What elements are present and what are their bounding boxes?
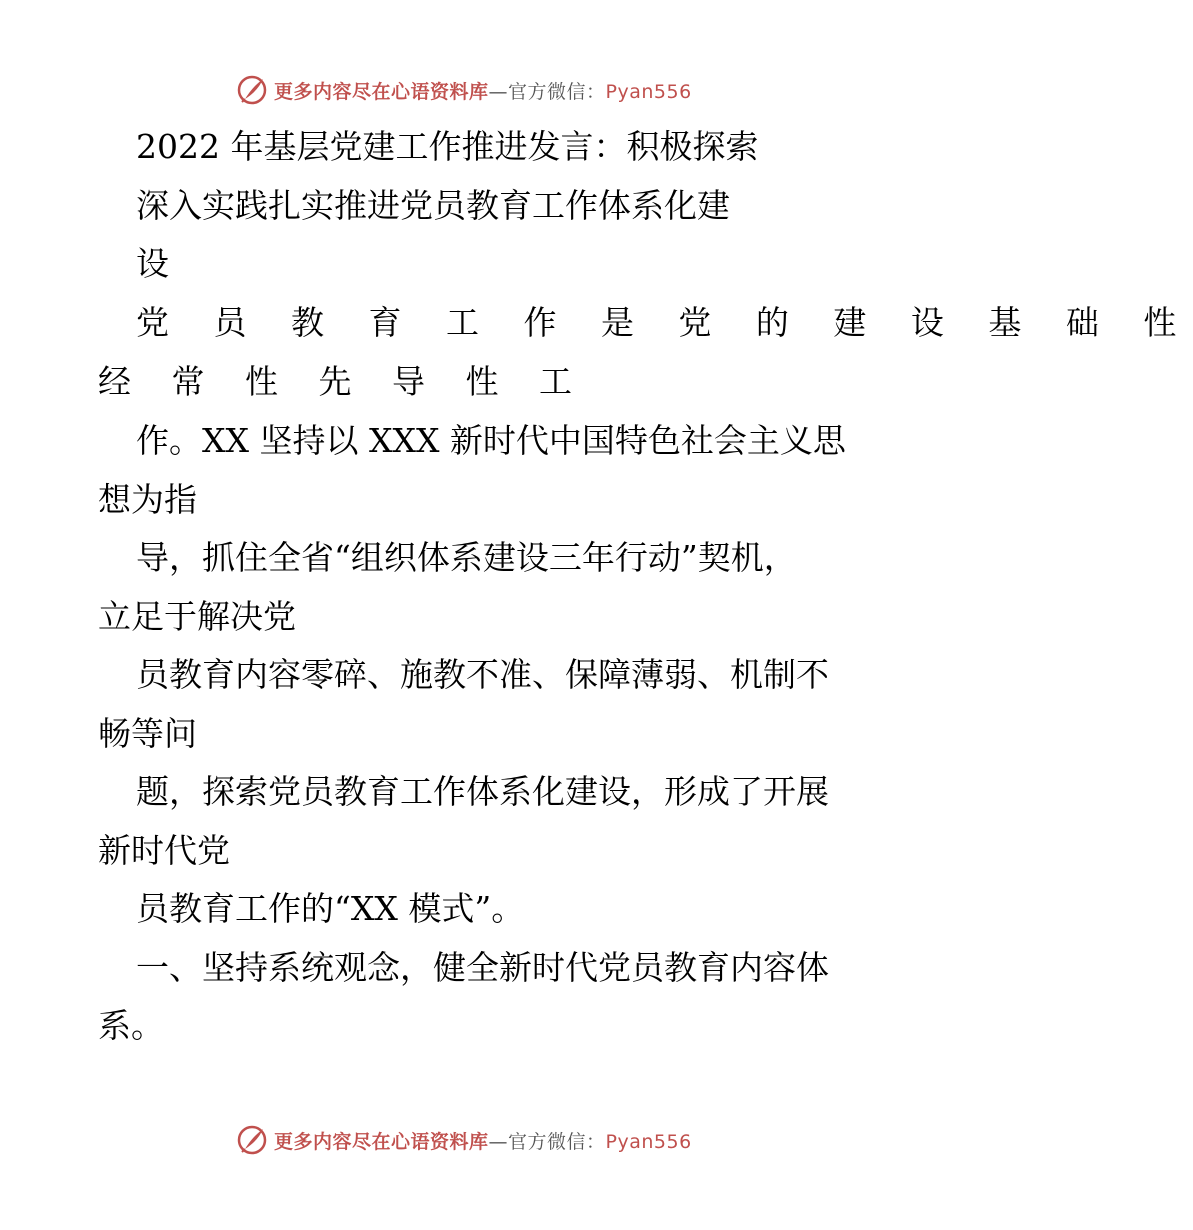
banner-separator: —	[488, 80, 509, 103]
body-line-11: 员教育工作的“XX 模式”。	[136, 889, 525, 928]
document-title-line-3: 设	[136, 244, 169, 283]
feather-pen-logo-icon	[236, 1124, 268, 1156]
body-line-5: 导，抓住全省“组织体系建设三年行动”契机，	[136, 538, 797, 577]
document-title-line-2: 深入实践扎实推进党员教育工作体系化建	[136, 186, 730, 225]
banner-slogan: 更多内容尽在心语资料库	[274, 1130, 489, 1153]
body-line-8: 畅等问	[98, 714, 197, 753]
body-line-13: 系。	[98, 1006, 164, 1045]
banner-wechat-id: Pyan556	[605, 1130, 692, 1153]
body-line-10: 新时代党	[98, 831, 230, 870]
body-line-2: 经 常 性 先 导 性 工	[98, 362, 587, 401]
body-line-1: 党 员 教 育 工 作 是 党 的 建 设 基 础 性	[136, 303, 1193, 342]
banner-separator: —	[488, 1130, 509, 1153]
banner-wechat-id: Pyan556	[605, 80, 692, 103]
body-line-3: 作。XX 坚持以 XXX 新时代中国特色社会主义思	[136, 421, 846, 460]
document-title-line-1: 2022 年基层党建工作推进发言：积极探索	[136, 127, 759, 166]
banner-wechat-label: 官方微信：	[508, 80, 606, 103]
body-line-12: 一、坚持系统观念，健全新时代党员教育内容体	[136, 948, 829, 987]
banner-slogan: 更多内容尽在心语资料库	[274, 80, 489, 103]
body-line-4: 想为指	[98, 480, 197, 519]
footer-banner	[236, 1123, 692, 1157]
footer-banner-text	[274, 1127, 692, 1154]
body-line-9: 题，探索党员教育工作体系化建设，形成了开展	[136, 772, 829, 811]
body-line-7: 员教育内容零碎、施教不准、保障薄弱、机制不	[136, 655, 829, 694]
banner-wechat-label: 官方微信：	[508, 1130, 606, 1153]
body-line-6: 立足于解决党	[98, 597, 296, 636]
